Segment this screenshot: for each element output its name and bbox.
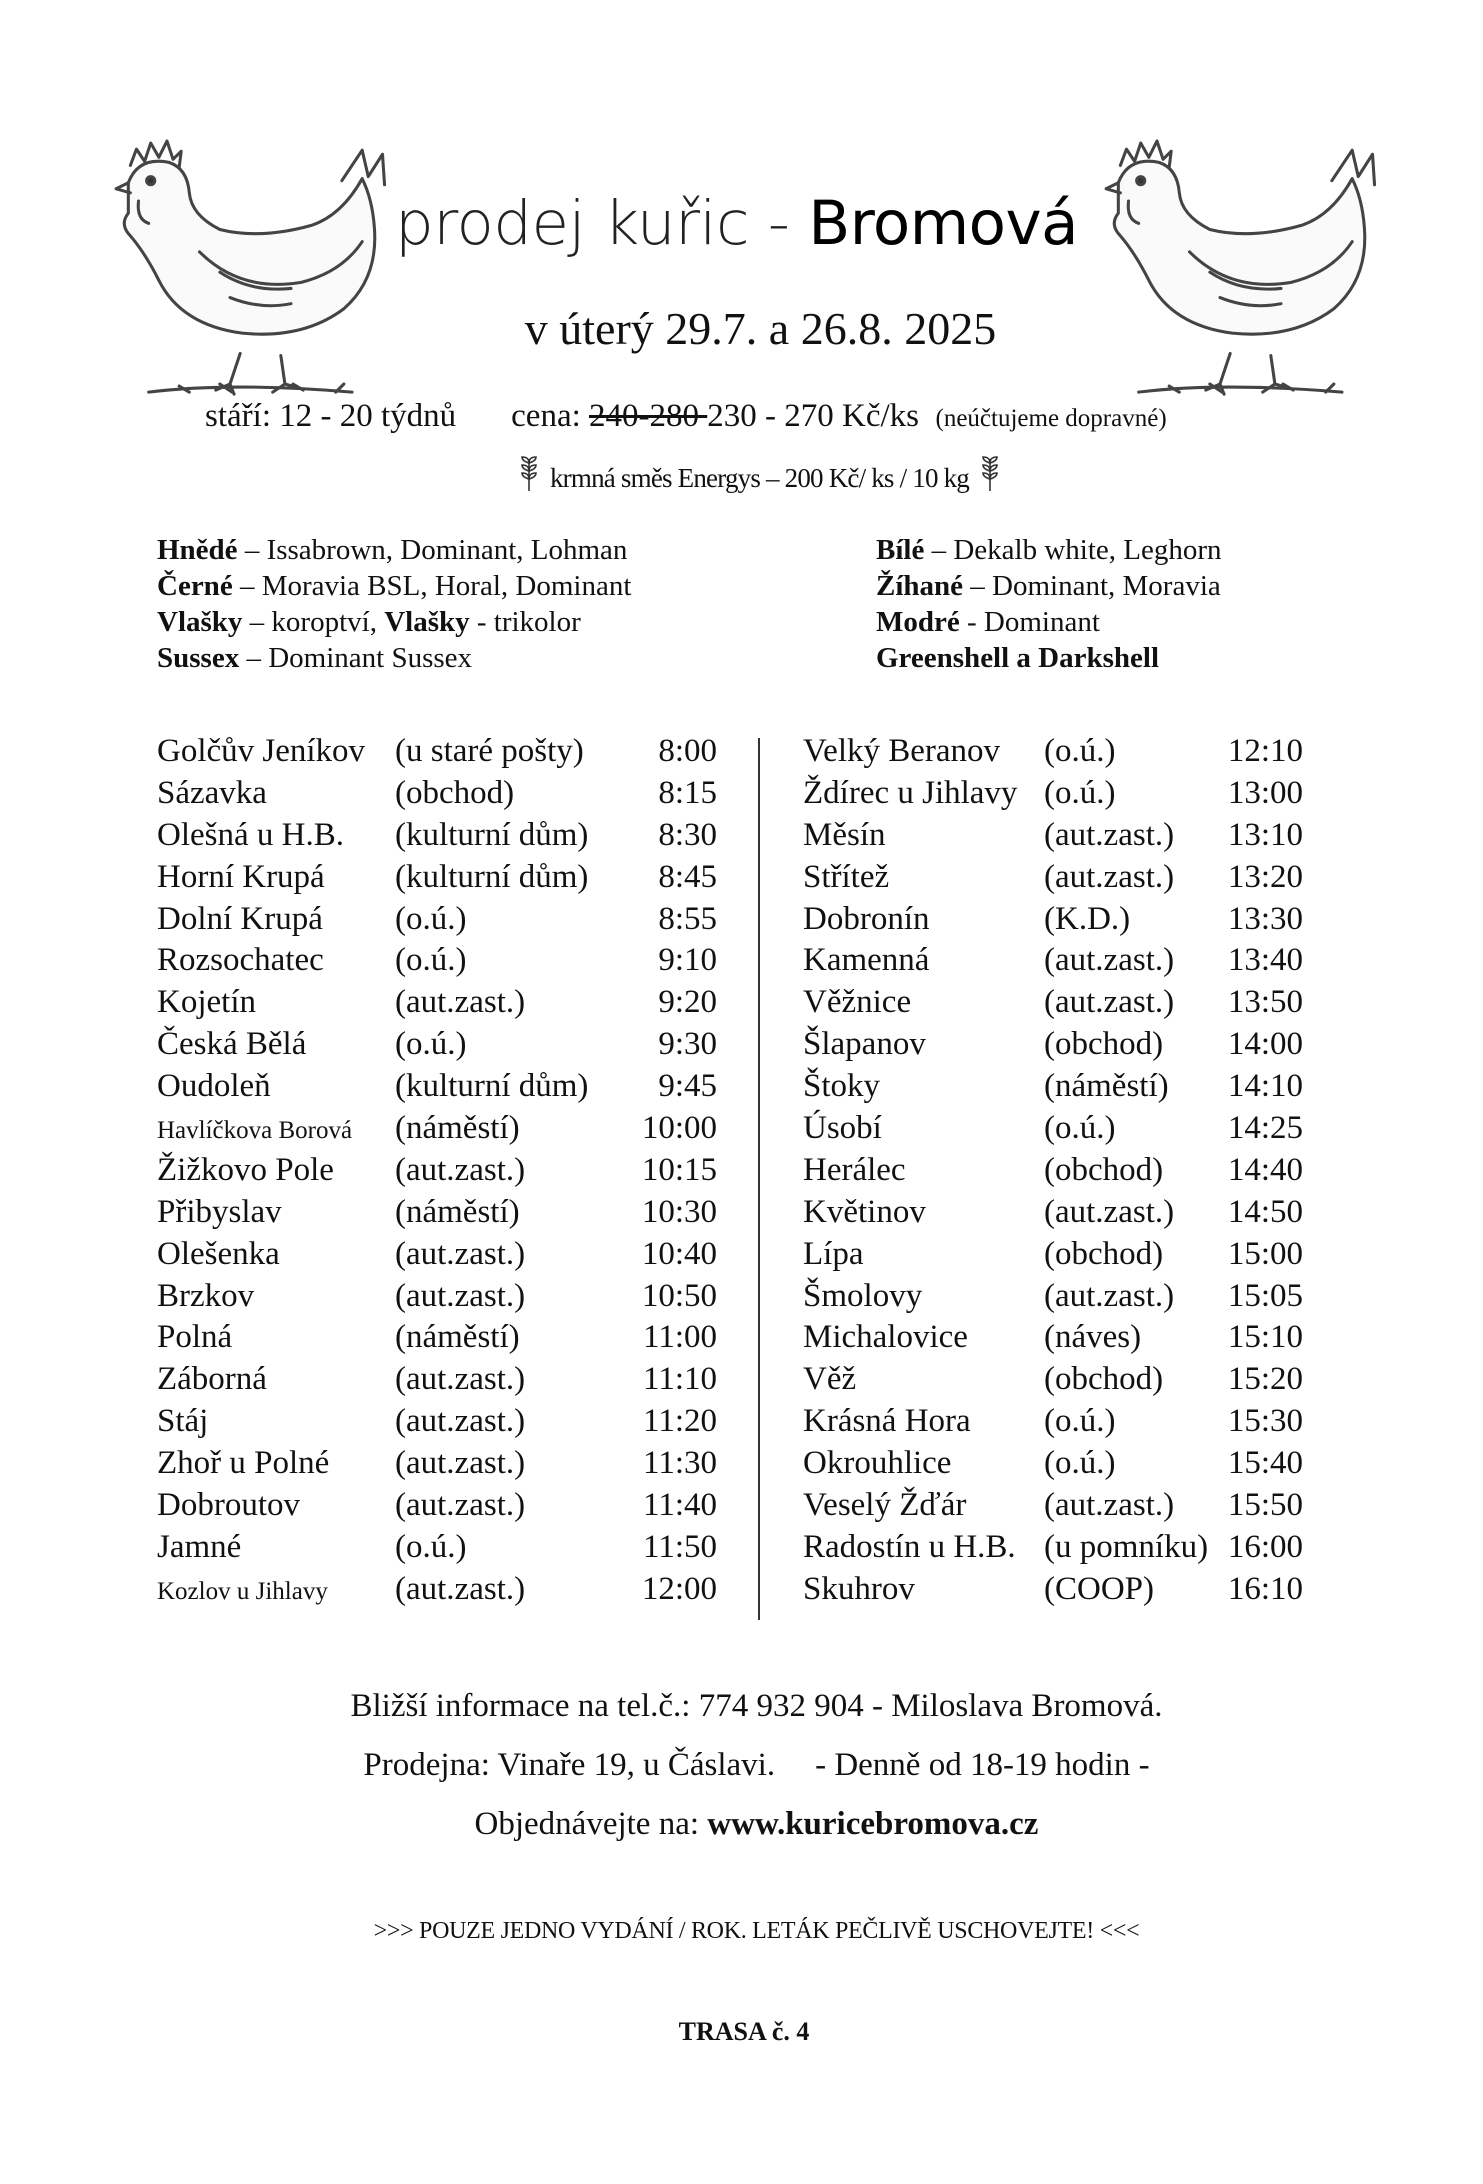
flyer-title <box>395 188 1115 259</box>
schedule-row <box>803 1026 1303 1068</box>
schedule-row <box>803 1194 1303 1236</box>
stop-place: Střítež <box>803 858 890 895</box>
stop-location: (obchod) <box>1044 1151 1164 1188</box>
stop-time: 9:10 <box>658 942 717 979</box>
stop-time: 11:30 <box>643 1445 717 1482</box>
stop-time: 8:00 <box>658 733 717 769</box>
breed-line <box>876 604 1222 640</box>
stop-place: Polná <box>157 1319 233 1356</box>
stop-place: Přibyslav <box>157 1193 282 1230</box>
stop-place: Ždírec u Jihlavy <box>803 774 1018 811</box>
contact-shop <box>0 1747 1483 1784</box>
stop-place: Zhoř u Polné <box>157 1445 330 1482</box>
stop-time: 15:30 <box>1227 1403 1303 1440</box>
hen-illustration-left <box>108 118 413 406</box>
stop-location: (náměstí) <box>395 1193 520 1230</box>
stop-time: 11:40 <box>643 1487 717 1524</box>
stop-time: 13:30 <box>1227 900 1303 937</box>
stop-location: (u pomníku) <box>1044 1528 1209 1565</box>
schedule-row <box>803 1571 1303 1613</box>
breed-desc: - Dominant <box>959 606 1100 638</box>
stop-place: Herálec <box>803 1151 906 1188</box>
stop-place: Dobroutov <box>157 1487 300 1524</box>
stop-place: Věžnice <box>803 984 912 1021</box>
schedule-row <box>157 901 717 943</box>
stop-location: (aut.zast.) <box>395 1235 526 1272</box>
stop-time: 15:50 <box>1227 1487 1303 1524</box>
stop-location: (aut.zast.) <box>395 1445 526 1482</box>
stop-time: 13:40 <box>1227 942 1303 979</box>
stop-location: (o.ú.) <box>395 942 467 979</box>
stop-location: (obchod) <box>1044 1361 1164 1398</box>
stop-time: 10:30 <box>641 1193 717 1230</box>
stop-place: Šlapanov <box>803 1026 926 1063</box>
stop-time: 11:00 <box>643 1319 717 1356</box>
schedule-row <box>157 1152 717 1194</box>
stop-place: Horní Krupá <box>157 858 325 895</box>
hen-icon <box>108 118 413 406</box>
contact-phone: Bližší informace na tel.č.: 774 932 904 - Miloslava Bromová. <box>350 1688 1163 1724</box>
stop-place: Kamenná <box>803 942 930 979</box>
stop-place: Michalovice <box>803 1319 968 1356</box>
stop-time: 15:20 <box>1227 1361 1303 1398</box>
notice-text: >>> POUZE JEDNO VYDÁNÍ / ROK. LETÁK PEČLIVĚ USCHOVEJTE! <<< <box>373 1918 1140 1944</box>
schedule-row <box>803 1529 1303 1571</box>
breed-desc: – Issabrown, Dominant, Lohman <box>237 534 628 566</box>
stop-place: Česká Bělá <box>157 1026 307 1063</box>
stop-place: Stáj <box>157 1403 209 1440</box>
stop-place: Jamné <box>157 1528 242 1565</box>
schedule-row <box>803 1278 1303 1320</box>
stop-location: (K.D.) <box>1044 900 1131 937</box>
schedule-row <box>157 942 717 984</box>
age-price-line <box>205 398 1167 435</box>
stop-location: (o.ú.) <box>395 900 467 937</box>
breed-name: Černé <box>157 570 233 602</box>
schedule-row <box>157 817 717 859</box>
shop-address: Prodejna: Vinaře 19, u Čáslavi. <box>363 1747 776 1783</box>
breeds-right <box>876 532 1222 676</box>
stop-place: Žižkovo Pole <box>157 1151 334 1188</box>
breed-name: Vlašky <box>384 606 470 638</box>
schedule-row <box>157 733 717 775</box>
wheat-icon <box>979 455 1001 493</box>
stop-time: 13:50 <box>1227 984 1303 1021</box>
breed-name: Žíhané <box>876 570 964 602</box>
contact-web <box>0 1806 1483 1843</box>
stop-location: (aut.zast.) <box>395 1570 526 1607</box>
schedule-row <box>803 1236 1303 1278</box>
breed-name: Bílé <box>876 534 925 566</box>
wheat-icon <box>518 455 540 493</box>
stop-location: (aut.zast.) <box>395 1151 526 1188</box>
stop-place: Skuhrov <box>803 1570 915 1607</box>
schedule-left <box>157 733 717 1613</box>
stop-time: 15:40 <box>1227 1445 1303 1482</box>
stop-location: (aut.zast.) <box>395 1361 526 1398</box>
stop-location: (o.ú.) <box>1044 733 1116 769</box>
stop-place: Radostín u H.B. <box>803 1528 1016 1565</box>
stop-place: Úsobí <box>803 1110 882 1147</box>
schedule-row <box>157 1487 717 1529</box>
breed-line <box>157 604 631 640</box>
breed-line <box>157 568 631 604</box>
breed-desc: – Dominant, Moravia <box>963 570 1221 602</box>
breed-name: Greenshell a Darkshell <box>876 642 1160 674</box>
stop-place: Dobronín <box>803 900 930 937</box>
stop-time: 9:20 <box>658 984 717 1021</box>
stop-time: 14:00 <box>1227 1026 1303 1063</box>
stop-time: 8:55 <box>658 900 717 937</box>
stop-time: 14:10 <box>1227 1068 1303 1105</box>
schedule-row <box>803 1445 1303 1487</box>
website-link[interactable]: www.kuricebromova.cz <box>707 1806 1039 1842</box>
schedule-row <box>803 1361 1303 1403</box>
breed-desc: – Dominant Sussex <box>239 642 473 674</box>
feed-line <box>0 455 1483 494</box>
schedule-row <box>157 1194 717 1236</box>
stop-time: 15:10 <box>1227 1319 1303 1356</box>
schedule-row <box>803 984 1303 1026</box>
stop-time: 10:40 <box>641 1235 717 1272</box>
schedule-row <box>157 984 717 1026</box>
stop-time: 16:00 <box>1227 1528 1303 1565</box>
breeds-left <box>157 532 631 676</box>
stop-location: (aut.zast.) <box>395 984 526 1021</box>
stop-location: (aut.zast.) <box>1044 858 1175 895</box>
order-label: Objednávejte na: <box>474 1806 708 1842</box>
stop-place: Dolní Krupá <box>157 900 323 937</box>
stop-location: (aut.zast.) <box>1044 816 1175 853</box>
feed-text: krmná směs Energys – 200 Kč/ ks / 10 kg <box>549 463 969 493</box>
stop-location: (kulturní dům) <box>395 858 589 895</box>
stop-place: Rozsochatec <box>157 942 324 979</box>
breed-name: Hnědé <box>157 534 238 566</box>
stop-location: (aut.zast.) <box>1044 1487 1175 1524</box>
stop-place: Lípa <box>803 1235 864 1272</box>
schedule-row <box>803 775 1303 817</box>
stop-location: (o.ú.) <box>395 1528 467 1565</box>
breed-desc: – Dekalb white, Leghorn <box>924 534 1222 566</box>
stop-place: Šmolovy <box>803 1277 923 1314</box>
stop-place: Věž <box>803 1361 857 1398</box>
schedule-row <box>803 1110 1303 1152</box>
schedule-row <box>803 859 1303 901</box>
stop-location: (COOP) <box>1044 1570 1155 1607</box>
stop-location: (náměstí) <box>1044 1068 1169 1105</box>
schedule-row <box>157 859 717 901</box>
stop-time: 10:15 <box>641 1151 717 1188</box>
stop-place: Oudoleň <box>157 1068 271 1105</box>
stop-location: (aut.zast.) <box>395 1277 526 1314</box>
shop-hours: - Denně od 18-19 hodin - <box>815 1747 1150 1783</box>
schedule-row <box>157 775 717 817</box>
schedule-row <box>157 1403 717 1445</box>
stop-time: 9:30 <box>658 1026 717 1063</box>
stop-place: Kozlov u Jihlavy <box>157 1577 328 1605</box>
stop-location: (aut.zast.) <box>1044 1277 1175 1314</box>
schedule-divider <box>758 738 760 1620</box>
stop-time: 14:25 <box>1227 1110 1303 1147</box>
schedule-row <box>157 1026 717 1068</box>
stop-time: 10:50 <box>641 1277 717 1314</box>
title-prefix: prodej kuřic - <box>395 188 809 259</box>
breed-line <box>876 568 1222 604</box>
schedule-row <box>157 1361 717 1403</box>
stop-location: (o.ú.) <box>1044 774 1116 811</box>
schedule-row <box>157 1110 717 1152</box>
stop-location: (aut.zast.) <box>1044 984 1175 1021</box>
breed-desc: - trikolor <box>469 606 581 638</box>
stop-time: 10:00 <box>641 1110 717 1147</box>
stop-place: Brzkov <box>157 1277 255 1314</box>
stop-location: (aut.zast.) <box>395 1403 526 1440</box>
stop-time: 12:10 <box>1227 733 1303 769</box>
breed-line <box>157 640 631 676</box>
schedule-right <box>803 733 1303 1613</box>
stop-time: 16:10 <box>1227 1570 1303 1607</box>
schedule-row <box>803 1403 1303 1445</box>
stop-time: 11:50 <box>643 1528 717 1565</box>
stop-place: Olešná u H.B. <box>157 816 344 853</box>
stop-location: (obchod) <box>1044 1235 1164 1272</box>
stop-place: Květinov <box>803 1193 926 1230</box>
schedule-row <box>803 733 1303 775</box>
schedule-row <box>803 942 1303 984</box>
stop-time: 13:20 <box>1227 858 1303 895</box>
schedule-row <box>803 1487 1303 1529</box>
stop-time: 15:00 <box>1227 1235 1303 1272</box>
schedule-row <box>803 1068 1303 1110</box>
stop-location: (náves) <box>1044 1319 1142 1356</box>
stop-place: Veselý Žďár <box>803 1487 967 1524</box>
schedule-row <box>157 1068 717 1110</box>
age-text: stáří: 12 - 20 týdnů <box>205 398 457 434</box>
stop-location: (u staré pošty) <box>395 733 584 769</box>
stop-place: Golčův Jeníkov <box>157 733 366 769</box>
stop-location: (kulturní dům) <box>395 1068 589 1105</box>
breed-line <box>876 532 1222 568</box>
sale-dates: v úterý 29.7. a 26.8. 2025 <box>524 303 997 354</box>
stop-time: 13:00 <box>1227 774 1303 811</box>
schedule-row <box>803 901 1303 943</box>
stop-time: 14:40 <box>1227 1151 1303 1188</box>
price-new: 230 - 270 Kč/ks <box>707 398 919 434</box>
schedule-row <box>157 1445 717 1487</box>
stop-time: 14:50 <box>1227 1193 1303 1230</box>
stop-time: 9:45 <box>658 1068 717 1105</box>
breed-line <box>157 532 631 568</box>
schedule-row <box>803 1319 1303 1361</box>
stop-location: (o.ú.) <box>395 1026 467 1063</box>
stop-location: (obchod) <box>1044 1026 1164 1063</box>
breed-desc: – koroptví, <box>242 606 385 638</box>
schedule-row <box>803 817 1303 859</box>
stop-place: Kojetín <box>157 984 256 1021</box>
breed-name: Sussex <box>157 642 240 674</box>
schedule-row <box>157 1278 717 1320</box>
stop-place: Olešenka <box>157 1235 280 1272</box>
stop-place: Záborná <box>157 1361 267 1398</box>
breed-desc: – Moravia BSL, Horal, Dominant <box>232 570 632 602</box>
stop-time: 8:45 <box>658 858 717 895</box>
breed-line <box>876 640 1222 676</box>
title-name: Bromová <box>808 188 1078 259</box>
stop-place: Velký Beranov <box>803 733 1001 769</box>
stop-location: (o.ú.) <box>1044 1403 1116 1440</box>
stop-time: 13:10 <box>1227 816 1303 853</box>
stop-location: (o.ú.) <box>1044 1110 1116 1147</box>
route-number: TRASA č. 4 <box>678 2017 810 2046</box>
stop-time: 8:15 <box>658 774 717 811</box>
stop-location: (aut.zast.) <box>1044 1193 1175 1230</box>
price-note: (neúčtujeme dopravné) <box>935 405 1167 432</box>
breed-name: Vlašky <box>157 606 243 638</box>
stop-location: (náměstí) <box>395 1319 520 1356</box>
hen-icon <box>1098 118 1403 406</box>
stop-location: (kulturní dům) <box>395 816 589 853</box>
schedule-row <box>157 1571 717 1613</box>
stop-location: (aut.zast.) <box>395 1487 526 1524</box>
schedule-row <box>157 1319 717 1361</box>
stop-place: Okrouhlice <box>803 1445 952 1482</box>
stop-time: 15:05 <box>1227 1277 1303 1314</box>
stop-place: Krásná Hora <box>803 1403 971 1440</box>
schedule-row <box>803 1152 1303 1194</box>
stop-location: (o.ú.) <box>1044 1445 1116 1482</box>
stop-place: Měsín <box>803 816 886 853</box>
schedule-row <box>157 1236 717 1278</box>
stop-place: Štoky <box>803 1068 881 1105</box>
stop-time: 12:00 <box>641 1570 717 1607</box>
breed-name: Modré <box>876 606 960 638</box>
stop-location: (náměstí) <box>395 1110 520 1147</box>
stop-time: 8:30 <box>658 816 717 853</box>
stop-time: 11:10 <box>643 1361 717 1398</box>
stop-time: 11:20 <box>643 1403 717 1440</box>
stop-location: (aut.zast.) <box>1044 942 1175 979</box>
stop-place: Sázavka <box>157 774 267 811</box>
price-old: 240-280 <box>589 398 708 434</box>
stop-place: Havlíčkova Borová <box>157 1117 353 1145</box>
price-label: cena: <box>511 398 590 434</box>
stop-location: (obchod) <box>395 774 515 811</box>
schedule-row <box>157 1529 717 1571</box>
hen-illustration-right <box>1098 118 1403 406</box>
